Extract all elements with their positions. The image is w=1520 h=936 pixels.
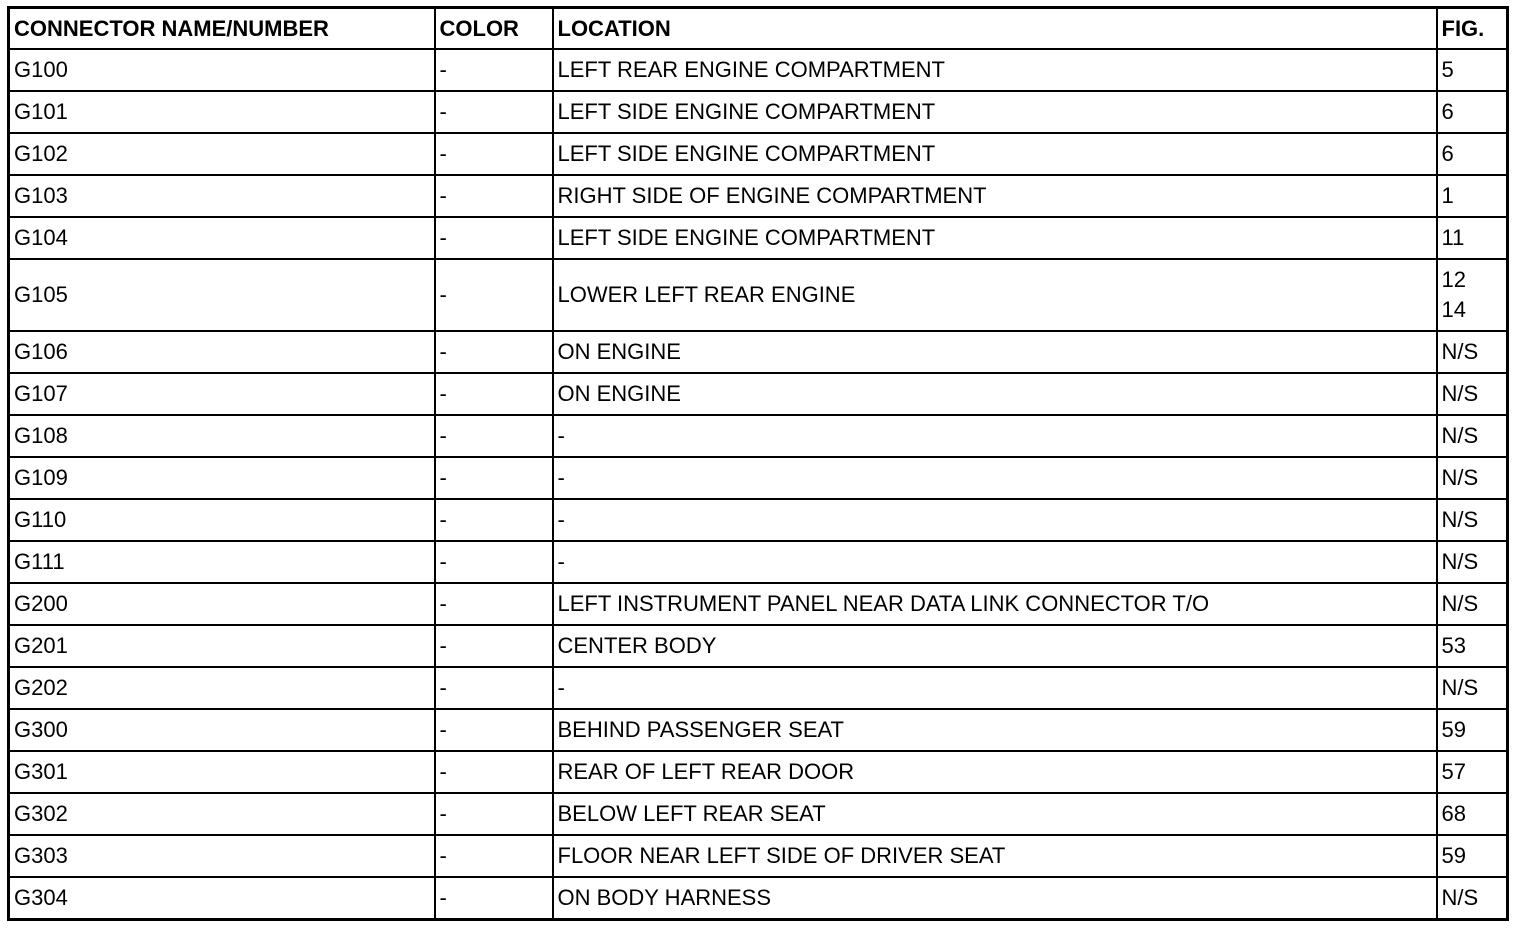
cell-connector: G200 bbox=[9, 583, 435, 625]
cell-color: - bbox=[435, 259, 553, 331]
table-row bbox=[9, 133, 1508, 175]
fig-value: N/S bbox=[1441, 465, 1479, 490]
cell-location: BEHIND PASSENGER SEAT bbox=[553, 709, 1437, 751]
table-body bbox=[9, 49, 1508, 920]
header-fig: FIG. bbox=[1437, 8, 1508, 50]
cell-fig bbox=[1437, 175, 1508, 217]
cell-connector: G111 bbox=[9, 541, 435, 583]
cell-fig bbox=[1437, 709, 1508, 751]
fig-value: 59 bbox=[1441, 843, 1466, 868]
table-row bbox=[9, 499, 1508, 541]
cell-fig bbox=[1437, 331, 1508, 373]
cell-location: - bbox=[553, 499, 1437, 541]
cell-fig bbox=[1437, 835, 1508, 877]
cell-connector: G101 bbox=[9, 91, 435, 133]
cell-color: - bbox=[435, 175, 553, 217]
fig-value: 57 bbox=[1441, 759, 1466, 784]
cell-color: - bbox=[435, 217, 553, 259]
cell-connector: G201 bbox=[9, 625, 435, 667]
table-row bbox=[9, 259, 1508, 331]
fig-value: N/S bbox=[1441, 549, 1479, 574]
cell-fig bbox=[1437, 49, 1508, 91]
cell-location: ON ENGINE bbox=[553, 373, 1437, 415]
cell-fig bbox=[1437, 499, 1508, 541]
cell-fig bbox=[1437, 91, 1508, 133]
table-row bbox=[9, 667, 1508, 709]
cell-fig bbox=[1437, 133, 1508, 175]
table-row bbox=[9, 625, 1508, 667]
cell-fig bbox=[1437, 541, 1508, 583]
cell-location: LEFT SIDE ENGINE COMPARTMENT bbox=[553, 133, 1437, 175]
cell-connector: G100 bbox=[9, 49, 435, 91]
cell-color: - bbox=[435, 583, 553, 625]
fig-value: N/S bbox=[1441, 507, 1479, 532]
table-row bbox=[9, 835, 1508, 877]
cell-fig bbox=[1437, 457, 1508, 499]
cell-fig bbox=[1437, 667, 1508, 709]
cell-connector: G105 bbox=[9, 259, 435, 331]
cell-color: - bbox=[435, 133, 553, 175]
fig-value: 12 bbox=[1441, 267, 1466, 292]
table-row bbox=[9, 457, 1508, 499]
cell-connector: G102 bbox=[9, 133, 435, 175]
cell-color: - bbox=[435, 91, 553, 133]
table-row bbox=[9, 877, 1508, 920]
table-row bbox=[9, 751, 1508, 793]
cell-location: ON ENGINE bbox=[553, 331, 1437, 373]
cell-connector: G108 bbox=[9, 415, 435, 457]
cell-connector: G110 bbox=[9, 499, 435, 541]
fig-value: N/S bbox=[1441, 339, 1479, 364]
fig-value: 6 bbox=[1441, 99, 1454, 124]
cell-color: - bbox=[435, 835, 553, 877]
table-row bbox=[9, 541, 1508, 583]
fig-value: 6 bbox=[1441, 141, 1454, 166]
table-row bbox=[9, 373, 1508, 415]
fig-value: 5 bbox=[1441, 57, 1454, 82]
cell-connector: G202 bbox=[9, 667, 435, 709]
fig-value: 59 bbox=[1441, 717, 1466, 742]
cell-location: CENTER BODY bbox=[553, 625, 1437, 667]
table-row bbox=[9, 793, 1508, 835]
cell-connector: G107 bbox=[9, 373, 435, 415]
cell-location: - bbox=[553, 457, 1437, 499]
fig-value: 68 bbox=[1441, 801, 1466, 826]
fig-value: 1 bbox=[1441, 183, 1454, 208]
fig-value: N/S bbox=[1441, 591, 1479, 616]
cell-fig bbox=[1437, 259, 1508, 331]
cell-connector: G304 bbox=[9, 877, 435, 920]
fig-value: 14 bbox=[1441, 297, 1466, 322]
fig-value: N/S bbox=[1441, 423, 1479, 448]
cell-color: - bbox=[435, 499, 553, 541]
cell-fig bbox=[1437, 751, 1508, 793]
table-row bbox=[9, 217, 1508, 259]
header-color: COLOR bbox=[435, 8, 553, 50]
fig-value: N/S bbox=[1441, 885, 1479, 910]
table-row bbox=[9, 91, 1508, 133]
header-connector: CONNECTOR NAME/NUMBER bbox=[9, 8, 435, 50]
cell-location: - bbox=[553, 415, 1437, 457]
table-row bbox=[9, 709, 1508, 751]
cell-color: - bbox=[435, 793, 553, 835]
cell-color: - bbox=[435, 625, 553, 667]
cell-location: ON BODY HARNESS bbox=[553, 877, 1437, 920]
cell-connector: G301 bbox=[9, 751, 435, 793]
cell-connector: G303 bbox=[9, 835, 435, 877]
cell-fig bbox=[1437, 217, 1508, 259]
cell-color: - bbox=[435, 667, 553, 709]
fig-value: 53 bbox=[1441, 633, 1466, 658]
cell-color: - bbox=[435, 457, 553, 499]
cell-location: REAR OF LEFT REAR DOOR bbox=[553, 751, 1437, 793]
cell-color: - bbox=[435, 415, 553, 457]
cell-location: LEFT SIDE ENGINE COMPARTMENT bbox=[553, 217, 1437, 259]
cell-connector: G302 bbox=[9, 793, 435, 835]
connector-table bbox=[7, 6, 1509, 921]
cell-connector: G109 bbox=[9, 457, 435, 499]
table-row bbox=[9, 415, 1508, 457]
table-row bbox=[9, 331, 1508, 373]
fig-value: N/S bbox=[1441, 675, 1479, 700]
header-location: LOCATION bbox=[553, 8, 1437, 50]
cell-location: - bbox=[553, 541, 1437, 583]
cell-location: LOWER LEFT REAR ENGINE bbox=[553, 259, 1437, 331]
table-row bbox=[9, 175, 1508, 217]
cell-color: - bbox=[435, 49, 553, 91]
cell-color: - bbox=[435, 331, 553, 373]
table-row bbox=[9, 583, 1508, 625]
cell-color: - bbox=[435, 877, 553, 920]
cell-color: - bbox=[435, 751, 553, 793]
cell-location: - bbox=[553, 667, 1437, 709]
cell-fig bbox=[1437, 793, 1508, 835]
fig-value: 11 bbox=[1441, 225, 1465, 250]
cell-location: FLOOR NEAR LEFT SIDE OF DRIVER SEAT bbox=[553, 835, 1437, 877]
cell-location: BELOW LEFT REAR SEAT bbox=[553, 793, 1437, 835]
cell-color: - bbox=[435, 709, 553, 751]
cell-location: LEFT REAR ENGINE COMPARTMENT bbox=[553, 49, 1437, 91]
cell-connector: G106 bbox=[9, 331, 435, 373]
cell-fig bbox=[1437, 373, 1508, 415]
cell-fig bbox=[1437, 625, 1508, 667]
cell-fig bbox=[1437, 583, 1508, 625]
cell-location: RIGHT SIDE OF ENGINE COMPARTMENT bbox=[553, 175, 1437, 217]
cell-connector: G103 bbox=[9, 175, 435, 217]
cell-color: - bbox=[435, 541, 553, 583]
cell-location: LEFT SIDE ENGINE COMPARTMENT bbox=[553, 91, 1437, 133]
cell-location: LEFT INSTRUMENT PANEL NEAR DATA LINK CONNECTOR T/O bbox=[553, 583, 1437, 625]
cell-connector: G300 bbox=[9, 709, 435, 751]
cell-fig bbox=[1437, 415, 1508, 457]
cell-fig bbox=[1437, 877, 1508, 920]
cell-color: - bbox=[435, 373, 553, 415]
cell-connector: G104 bbox=[9, 217, 435, 259]
header-row bbox=[9, 8, 1508, 50]
fig-value: N/S bbox=[1441, 381, 1479, 406]
table-row bbox=[9, 49, 1508, 91]
